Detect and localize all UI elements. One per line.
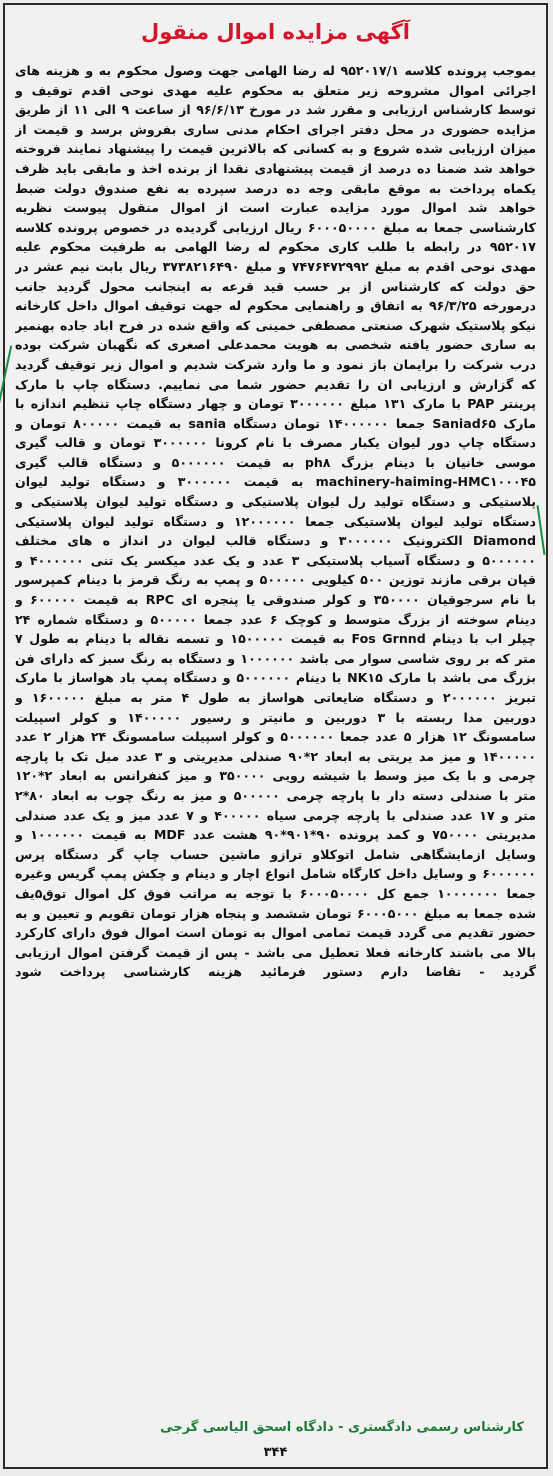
notice-title: آگهی مزایده اموال منقول: [141, 20, 410, 44]
page-number: ۳۴۴: [263, 1445, 288, 1460]
notice-body: بموجب پرونده کلاسه ۹۵۲۰۱۷/۱ له رضا الهامی جهت وصول محکوم به و هزینه های اجرائی اموال مشروحه زیر متعلق به محکوم علیه مهدی نوحی اقدم توقیف و توسط کارشناس ارزیابی و مقرر شد در مورخ ۹۶/۶/۱۳ از ساعت ۹ الی ۱۱ از طریق مزایده حضوری در محل دفتر اجرای احکام مدنی ساری بفروش برسد و قیمت از میزان ارزیابی شده شروع و به کسانی که بالاترین قیمت را پیشنهاد نمایند فروخته خواهد شد ضمنا ده درصد از قیمت پیشنهادی نقدا از برنده اخذ و مابقی باید ظرف یکماه پرداخت به موقع مابقی وجه ده درصد سپرده به نفع صندوق دولت ضبط خواهد شد اموال مورد مزایده عبارت است از اموال منقول پیوست نظریه کارشناسی جمعا به مبلغ ۶۰۰۰۵۰۰۰۰ ریال ارزیابی گردیده در خصوص پرونده کلاسه ۹۵۲۰۱۷ در رابطه با طلب کاری محکوم له رضا الهامی به طرفیت محکوم علیه مهدی نوحی اقدم به مبلغ ۷۴۷۶۴۷۲۹۹۲ و مبلغ ۳۷۳۸۲۱۶۴۹۰ ریال بابت نیم عشر در حق دولت که کارشناس از بر حسب قید قرعه به اینجانب محول گردید جانب درمورخه ۹۶/۳/۲۵ به اتفاق و راهنمایی محکوم له جهت توقیف اموال داخل کارخانه نیکو پلاستیک شهرک صنعتی مصطفی خمینی که واقع شده در فرح اباد جاده بهنمیر به ساری حضور یافته شخصی به هویت محمدعلی اصغری که نگهبان شرکت بوده درب شرکت را برایمان باز نمود و ما وارد شرکت شدیم و اموال زیر توقیف گردید که گزارش و ارزیابی ان را تقدیم حضور شما می نماییم. دستگاه چاپ با مارک پرینتر PAP با مارک ۱۳۱ مبلغ ۳۰۰۰۰۰۰ تومان و چهار دستگاه چاپ تنظیم اندازه با مارک Saniad۶۵ جمعا ۱۴۰۰۰۰۰۰ تومان دستگاه sania به قیمت ۸۰۰۰۰۰ تومان و دستگاه چاپ دور لیوان یکبار مصرف با نام کرونا ۳۰۰۰۰۰۰ تومان و قالب گیری موسی خانیان با دینام بزرگ ph۸ به قیمت ۵۰۰۰۰۰۰ و دستگاه قالب گیری machinery-haiming-HMC۱۰۰۰۴۵ به قیمت ۳۰۰۰۰۰۰ و دستگاه تولید لیوان پلاستیکی و دستگاه تولید رل لیوان پلاستیکی و دستگاه تولید لیوان پلاستیکی و دستگاه تولید لیوان پلاستیکی جمعا ۱۲۰۰۰۰۰۰ و دستگاه تولید لیوان پلاستیکی Diamond الکترونیک ۳۰۰۰۰۰۰ و دستگاه قالب لیوان در انداز ه های مختلف ۵۰۰۰۰۰۰ و دستگاه آسیاب پلاستیکی ۳ عدد و یک عدد میکسر یک تنی ۴۰۰۰۰۰۰ و قپان برقی مازند توزین ۵۰۰ کیلویی ۵۰۰۰۰۰ و پمپ به رنگ قرمز با دینام کمپرسور با نام سرجوقیان ۳۵۰۰۰۰ و کولر صندوقی یا پنجره ای RPC به قیمت ۶۰۰۰۰۰ و دینام سوخته از بزرگ متوسط و کوچک ۶ عدد جمعا ۵۰۰۰۰۰ و دستگاه شماره ۲۴ چیلر اب با دینام Fos Grnnd به قیمت ۱۵۰۰۰۰۰ و تسمه نقاله با دینام به طول ۷ متر که بر روی شاسی سوار می باشد ۱۰۰۰۰۰۰ و دستگاه به رنگ سبز که دارای فن بزرگ می باشد با مارک NK۱۵ با دینام ۵۰۰۰۰۰۰ و دستگاه پمپ باد هواساز با مارک تبریز ۲۰۰۰۰۰۰ و دستگاه ضایعاتی هواساز به طول ۴ متر به مبلغ ۱۶۰۰۰۰۰ و دوربین مدا ربسته با ۳ دوربین و مانیتر و رسیور ۱۴۰۰۰۰۰ و کولر اسپیلت سامسونگ ۱۲ هزار ۵ عدد جمعا ۵۰۰۰۰۰۰ و کولر اسپیلت سامسونگ ۲۴ هزار ۲ عدد ۱۴۰۰۰۰۰ و میز مد یریتی به ابعاد ۲*۹۰ صندلی مدیریتی و ۳ عدد مبل تک با پارچه چرمی و با یک میز وسط با شیشه رویی ۳۵۰۰۰۰ و میز کنفرانس به ابعاد ۲*۱۲۰ متر با صندلی دسته دار با پارچه چرمی ۵۰۰۰۰۰ و میز به رنگ چوب به ابعاد ۸۰*۲ متر و ۱۷ عدد صندلی با پارچه چرمی سیاه ۴۰۰۰۰۰ و ۷ عدد میز و یک عدد صندلی مدیریتی ۷۵۰۰۰۰ و کمد پرونده ۹۰*۹۰۱*۹۰ هشت عدد MDF به قیمت ۱۰۰۰۰۰۰ و وسایل ازمایشگاهی شامل اتوکلاو ترازو ماشین حساب چاپ گر دستگاه پرس ۶۰۰۰۰۰۰ و وسایل داخل کارگاه شامل انواع اچار و دینام و چکش پمپ گریس وغیره جمعا ۱۰۰۰۰۰۰۰ جمع کل ۶۰۰۰۵۰۰۰۰ با توجه به مراتب فوق کل اموال توق۵یف شده جمعا به مبلغ ۶۰۰۰۵۰۰۰ تومان ششصد و پنجاه هزار تومان تقویم و تعیین و به حضور تقدیم می گردد قیمت تمامی اموال به تومان است اموال فوق دارای کارکرد بالا می باشند کارخانه فعلا تعطیل می باشد - پس از قیمت گرفتن اموال ارزیابی گردید - تقاضا دارم دستور فرمائید هزینه کارشناسی پرداخت شود: [15, 63, 536, 980]
signature-line: کارشناس رسمی دادگستری - دادگاه اسحق الیاسی گرجی: [160, 1420, 524, 1435]
notice-frame: [3, 3, 548, 1469]
